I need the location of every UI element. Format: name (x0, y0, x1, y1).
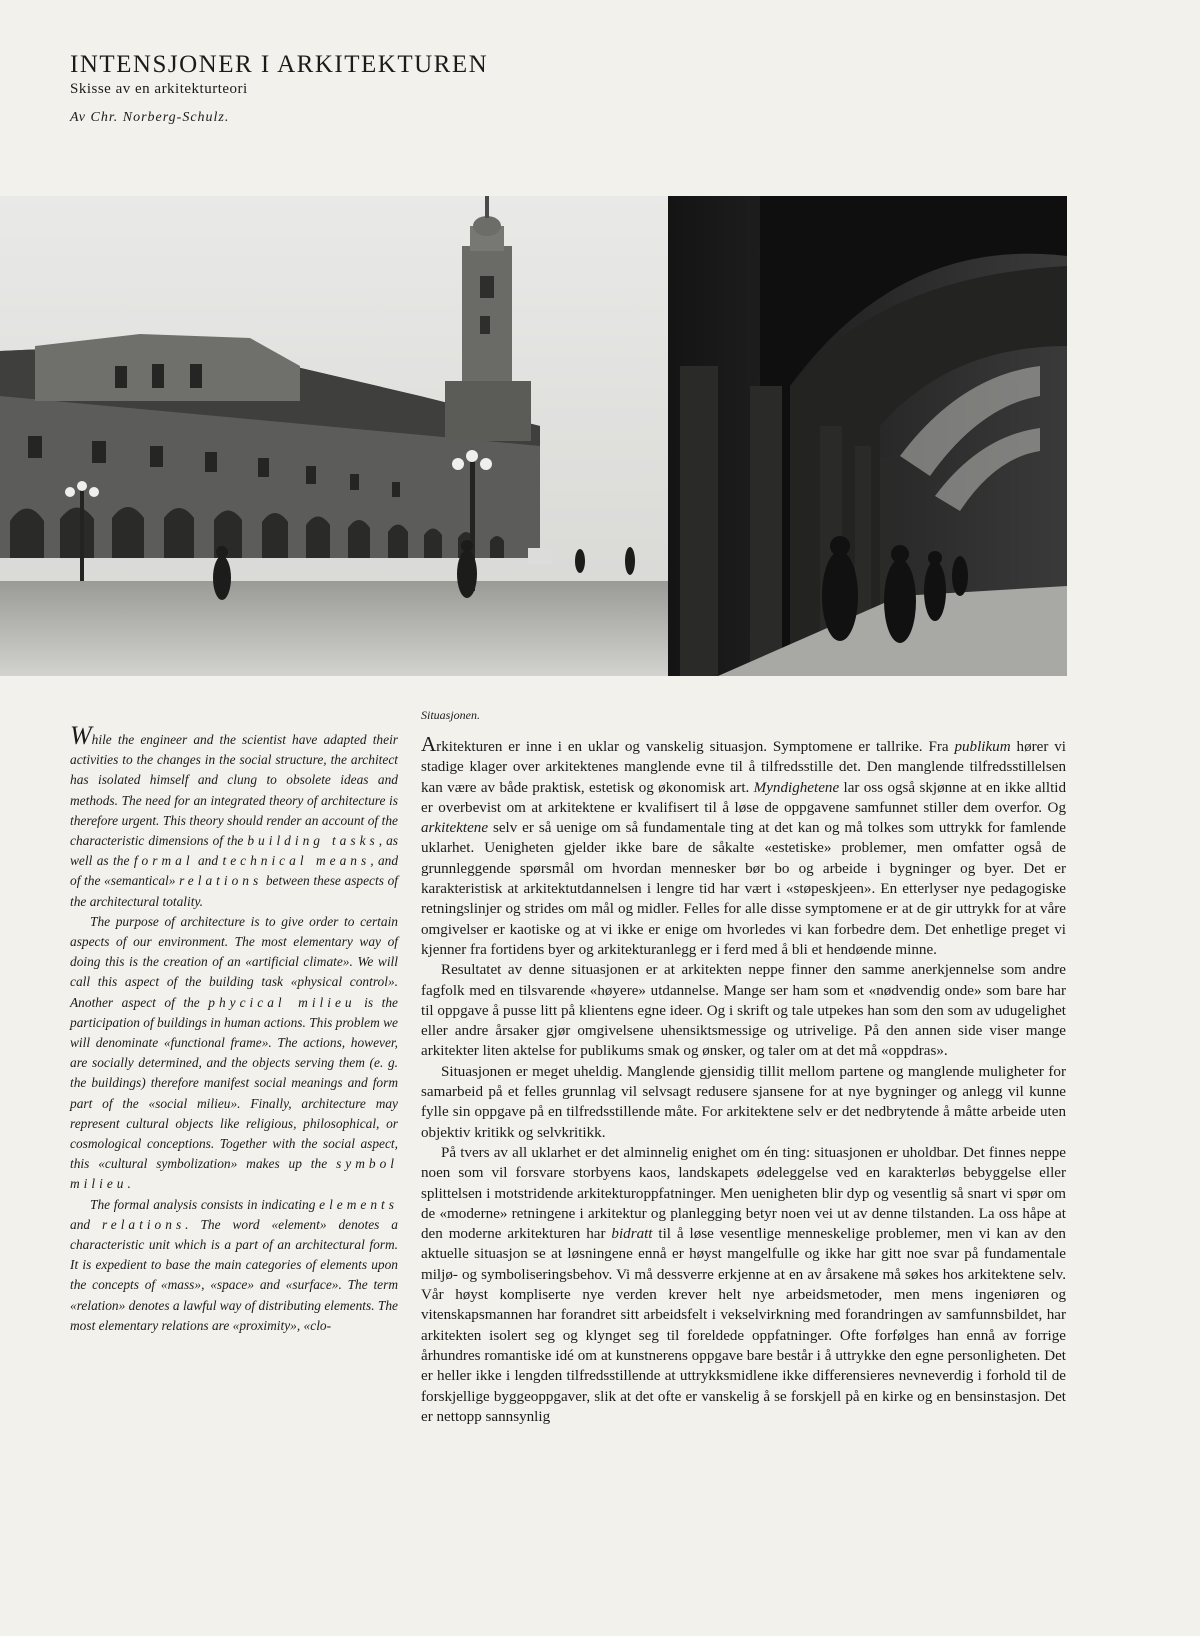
text-run: , and of the «semantical» (70, 853, 399, 889)
text-run-em: arkitektene (421, 820, 489, 837)
text-run: is the participation of buildings in human actions. This problem we will denominate «functional frame». The actions, however, are socially determined, and the objects serving them (e. g. the buildings) therefore manifest social meanings and form part of the «social milieu». Finally, architecture may represent cultural objects like religious, philosophical, or cosmological conceptions. Together with the social aspect, this «cultural symbolization» makes up the (70, 994, 398, 1172)
text-run: . (127, 1176, 131, 1192)
photo-caption: Situasjonen. (421, 708, 480, 722)
text-run: between these aspects of the architectural totality. (70, 873, 398, 909)
english-summary (70, 721, 399, 1336)
text-run-spaced: formal (133, 853, 194, 869)
text-run: Situasjonen er meget uheldig. Manglende gjensidig tillit mellom partene og manglende muligheter for samarbeid på et felles grunnlag vil selvsagt redusere sjansene for at nye bygninger og anlegg vil kunne fylle sin oppgave på en tilfredsstillende måte. For arkitektene selv er det nedbrytende å måtte arbeide uten objektiv kritikk og selvkritikk. (421, 1063, 1066, 1141)
text-run: The formal analysis consists in indicating (90, 1196, 320, 1212)
piazza-photograph (0, 196, 1067, 676)
text-run-spaced: elements (319, 1196, 398, 1212)
text-run: Resultatet av denne situasjonen er at arkitekten neppe finner den samme anerkjennelse som andre fagfolk med en tilsvarende «høyere» utdannelse. Mange ser ham som et «nødvendig onde» som bare har til oppgave å pusse litt på klientens egne ideer. Og i skrift og tale utpekes han som den som av udugelighet eller andre årsaker gjør omgivelsene uhensiktsmessige og utrivelige. På den annen side viser mange arkitekter liten aktelse for publikums smak og ønsker, og taler om at det må «oppdras». (421, 962, 1066, 1060)
text-run-em: bidratt (611, 1226, 653, 1243)
text-run-em: Myndighetene (753, 779, 840, 796)
article-author: Av Chr. Norberg-Schulz. (70, 110, 230, 125)
text-run-spaced: relations (179, 873, 263, 889)
norwegian-paragraph (421, 734, 1066, 960)
text-run-em: publikum (954, 739, 1011, 755)
norwegian-body (421, 734, 1066, 1427)
norwegian-paragraph (421, 1143, 1066, 1427)
norwegian-paragraph (421, 1062, 1066, 1143)
text-run-cap: A (421, 732, 437, 756)
text-run: rkitekturen er inne i en uklar og vanskelig situasjon. Symptomene er tallrike. Fra (436, 739, 955, 755)
text-run-dropcap: W (70, 721, 92, 750)
norwegian-paragraph (421, 960, 1066, 1061)
text-run-spaced: relations (102, 1216, 186, 1232)
text-run: and (70, 1216, 103, 1232)
english-paragraph (70, 912, 398, 1195)
text-run: På tvers av all uklarhet er det alminnelig enighet om én ting: situasjonen er uholdbar. Det finnes neppe noen som vil forsvare storbyens kaos, landskapets ødeleggelse ved en karakterløs bebyggelse eller splittelsen i motstridende arkitekturoppfatninger. Men uenigheten blir dyp og vesentlig så snart vi spør om de «moderne» retningene i arkitektur og planlegging betyr noen vei ut av denne tilstanden. La oss håpe at den moderne arkitekturen har (421, 1144, 1066, 1243)
text-run: , as well as the (70, 833, 398, 869)
piazza-photo-illustration (0, 196, 1067, 676)
text-run: selv er så uenige om så fundamentale ting at det kan og må tolkes som uttrykk for famlende uklarhet. Uenigheten gjelder ikke bare de såkalte «estetiske» problemer, men omfatter også de grunnleggende spørsmål om hvordan mennesker bør bo og arbeide i bygninger og byer. Det er karakteristisk at arkitektutdannelsen i lengre tid har vært i «støpeskjeen». En etterlyser nye pedagogiske retningslinjer og strides om mål og midler. Felles for alle disse symptomene er at de gir uttrykk for at våre omgivelser er kaotiske og at vi ikke er enige om hvorledes vi kan forbedre dem. Det enhetlige preget vi kjenner fra fortidens byer og arkitekturanlegg er i ferd med å bli et hendøende minne. (421, 820, 1066, 958)
article-title: INTENSJONER I ARKITEKTUREN (70, 51, 489, 78)
text-run: til å løse vesentlige menneskelige problemer, men vi kan av den aktuelle situasjon se at løsningene ennå er høyst mangelfulle og ikke har gitt noe svar på fundamentale miljø- og symboliseringsbehov. Vi må dessverre erkjenne at en av årsakene må søkes hos arkitektene selv. Vår høyst kompliserte nye verden krever helt nye arbeidsmetoder, men mens ingeniøren og vitenskapsmannen har forandret sitt arbeidsfelt i vekselvirkning med forandringen av samfunnsbildet, har arkitekten isolert seg og klynget seg til foreldede oppfatninger. Ofte forfølges han ennå av forrige århundres romantiske idé om at kunstnerens oppgave bare består i å uttrykke den egne personligheten. Det er heller ikke i lengden tilfredsstillende at uttrykksmidlene ikke differensieres nevneverdig i forhold til de forskjellige byggeoppgaver, slik at det ofte er vanskelig å se forskjell på en kirke og en bensinstasjon. Det er nettopp sannsynlig (421, 1226, 1066, 1425)
text-run: and (193, 853, 223, 869)
text-run: The purpose of architecture is to give order to certain aspects of our environment. The most elementary way of doing this is the creation of an «artificial climate». We will call this aspect of the building task «physical control». Another aspect of the (70, 913, 398, 1010)
text-run-spaced: phycical milieu (208, 994, 356, 1010)
text-run: . The word «element» denotes a characteristic unit which is a part of an architectural form. It is expedient to base the main categories of elements upon the concepts of «mass», «space» and «surface». The term «relation» denotes a lawful way of distributing elements. The most elementary relations are «proximity», «clo- (70, 1216, 399, 1333)
english-paragraph (70, 721, 399, 912)
article-subtitle: Skisse av en arkitekturteori (70, 81, 248, 97)
article-header (70, 50, 770, 126)
text-run: hile the engineer and the scientist have adapted their activities to the changes in the social structure, the architect has isolated himself and clung to obsolete ideas and methods. The need for an integrated theory of architecture is therefore urgent. This theory should render an account of the characteristic dimensions of the (70, 732, 398, 849)
text-run-spaced: technical means (222, 853, 371, 869)
english-paragraph (70, 1195, 398, 1336)
text-run: lar oss også skjønne at en ikke alltid er overbevist om at arkitektene er kvalifisert til å løse de oppgavene samfunnet stiller dem overfor. Og (421, 779, 1067, 816)
text-run: hører vi stadige klager over arkitektenes manglende evne til å tilfredsstille det. Den manglende tilfredsstillelsen kan være av både praktisk, estetisk og økonomisk art. (421, 739, 1066, 796)
text-run-spaced: symbol milieu (70, 1156, 398, 1192)
text-run-spaced: building tasks (247, 833, 379, 849)
